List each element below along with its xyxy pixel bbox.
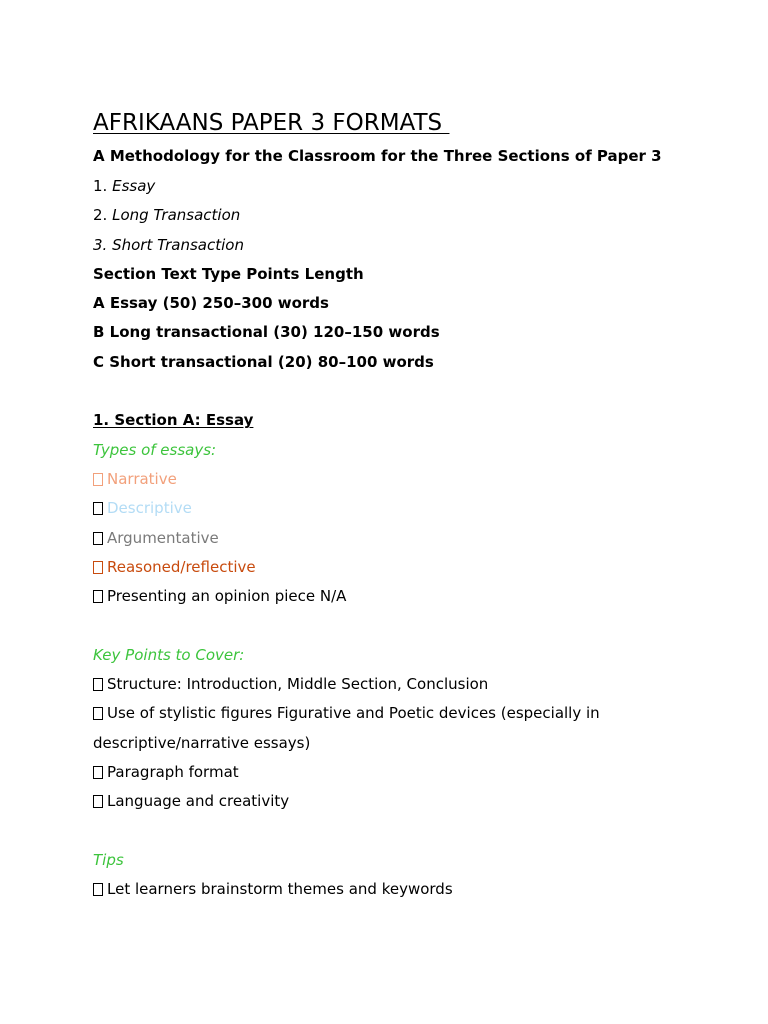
bullet-icon: [93, 561, 103, 574]
spacer: [93, 377, 678, 406]
key-points-heading: Key Points to Cover:: [93, 645, 245, 664]
essay-type-label: Presenting an opinion piece N/A: [107, 587, 347, 606]
tip-item: [93, 875, 678, 904]
essay-type-label: Reasoned/reflective: [107, 557, 256, 576]
item-text: Essay: [112, 177, 156, 195]
key-point-text: Language and creativity: [107, 792, 290, 811]
essay-type-item: [93, 465, 678, 494]
spacer: [93, 611, 678, 640]
bullet-icon: [93, 883, 103, 896]
tips-heading: Tips: [93, 850, 124, 869]
key-point-item: [93, 758, 678, 787]
essay-type-item: [93, 524, 678, 553]
tip-text: Let learners brainstorm themes and keywords: [107, 880, 453, 899]
key-point-text: Structure: Introduction, Middle Section, Conclusion: [107, 675, 489, 694]
essay-type-item: [93, 494, 678, 523]
numbered-item: [93, 172, 678, 201]
item-number: 1.: [93, 177, 113, 195]
key-point-text: Use of stylistic figures Figurative and Poetic devices (especially in: [107, 704, 600, 723]
key-point-continuation: descriptive/narrative essays): [93, 733, 311, 752]
essay-type-label: Narrative: [107, 469, 177, 488]
numbered-item: [93, 201, 678, 230]
table-row: B Long transactional (30) 120–150 words: [93, 323, 440, 342]
numbered-item: [93, 231, 678, 260]
spacer: [93, 817, 678, 846]
item-text: Long Transaction: [112, 206, 241, 225]
bullet-icon: [93, 532, 103, 545]
document-page: [93, 108, 678, 904]
bullet-icon: [93, 590, 103, 603]
key-point-item: [93, 787, 678, 816]
essay-type-label: Descriptive: [107, 499, 192, 518]
section-heading: 1. Section A: Essay: [93, 411, 254, 430]
table-header: Section Text Type Points Length: [93, 264, 364, 283]
essay-type-item: [93, 582, 678, 611]
table-row: C Short transactional (20) 80–100 words: [93, 352, 434, 371]
essay-type-label: Argumentative: [107, 528, 219, 547]
item-text: Short Transaction: [112, 235, 244, 254]
item-number: 3.: [93, 235, 113, 254]
types-heading: Types of essays:: [93, 440, 217, 459]
bullet-icon: [93, 473, 103, 486]
key-point-item: [93, 670, 678, 699]
bullet-icon: [93, 678, 103, 691]
bullet-icon: [93, 766, 103, 779]
key-point-text: Paragraph format: [107, 762, 239, 781]
document-title: AFRIKAANS PAPER 3 FORMATS: [93, 110, 450, 136]
key-point-item: [93, 699, 678, 728]
item-number: 2.: [93, 206, 113, 225]
essay-type-item: [93, 553, 678, 582]
bullet-icon: [93, 707, 103, 720]
bullet-icon: [93, 795, 103, 808]
bullet-icon: [93, 502, 103, 515]
table-row: A Essay (50) 250–300 words: [93, 294, 329, 313]
document-subtitle: A Methodology for the Classroom for the Three Sections of Paper 3: [93, 147, 662, 165]
